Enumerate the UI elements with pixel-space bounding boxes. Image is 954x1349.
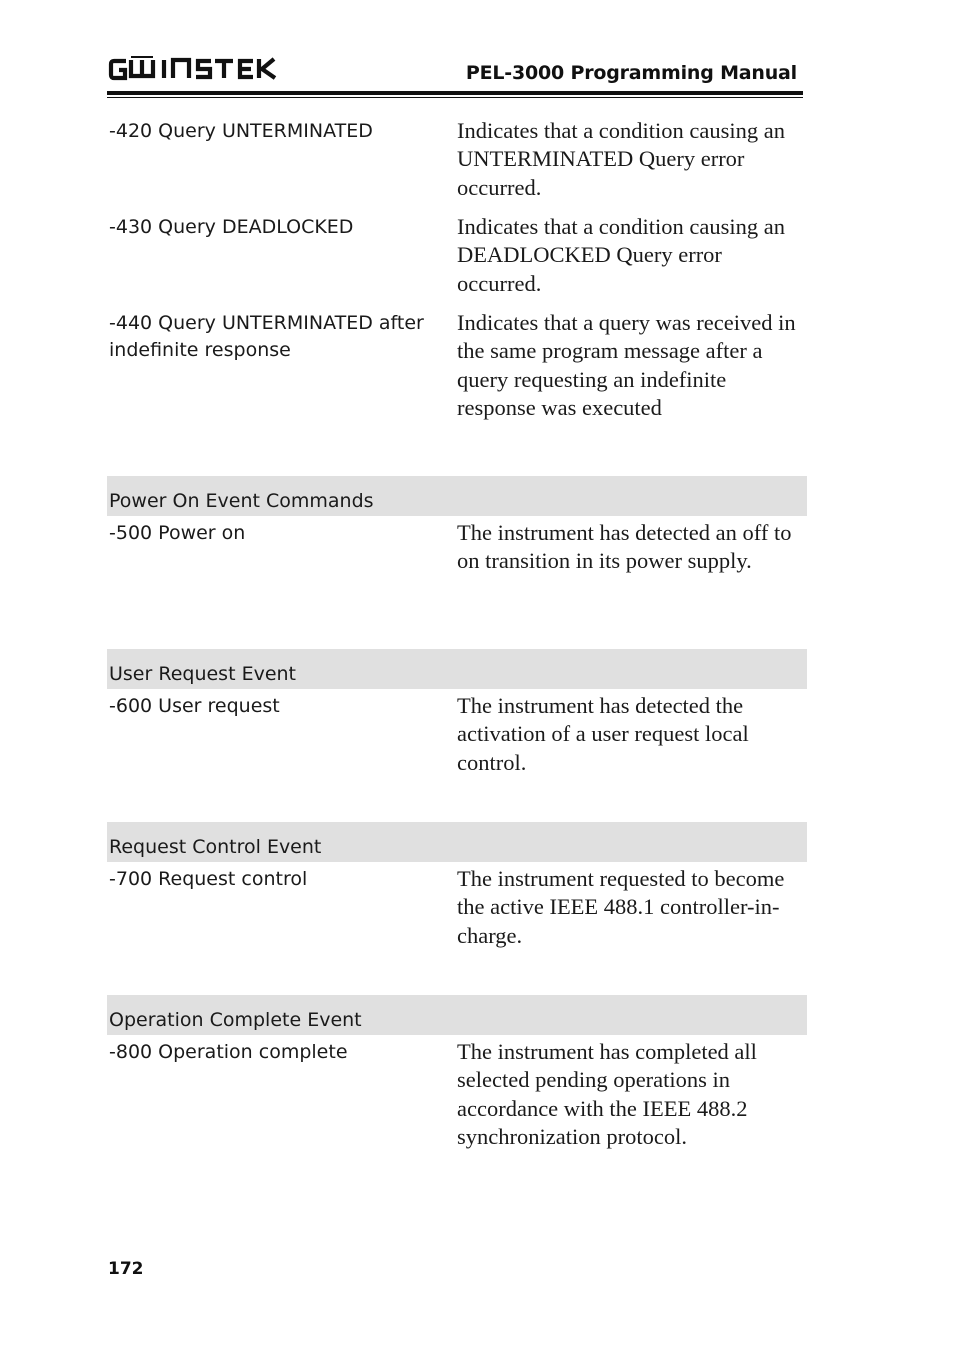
error-description: The instrument has completed all selected pending operations in accordance with the IEEE 488.2 synchronization protocol. [457,1039,757,1149]
logo-icon [107,54,277,84]
error-description: The instrument has detected the activation of a user request local control. [457,693,749,775]
gw-instek-logo [107,54,277,84]
page-number: 172 [108,1259,144,1279]
table-row [107,306,807,476]
error-code-table [107,114,807,1175]
error-code: -600 User request [109,695,280,717]
error-description: Indicates that a condition causing an DEADLOCKED Query error occurred. [457,214,786,296]
section-header-power-on: Power On Event Commands [107,476,807,516]
section-header-user-request: User Request Event [107,649,807,689]
error-description: Indicates that a condition causing an UNTERMINATED Query error occurred. [457,118,786,200]
manual-title: PEL-3000 Programming Manual [465,62,797,84]
table-row [107,1035,807,1175]
page-header [107,52,803,98]
section-header-operation-complete: Operation Complete Event [107,995,807,1035]
error-code: -700 Request control [109,868,308,890]
error-code: -420 Query UNTERMINATED [109,120,373,142]
header-rule-thin [107,97,803,98]
error-code: -800 Operation complete [109,1041,348,1063]
table-row [107,862,807,995]
error-description: The instrument has detected an off to on transition in its power supply. [457,520,792,574]
error-code: -430 Query DEADLOCKED [109,216,354,238]
table-row [107,210,807,306]
table-row [107,114,807,210]
error-code: -500 Power on [109,522,246,544]
error-description: The instrument requested to become the active IEEE 488.1 controller-in-charge. [457,866,785,948]
header-rule-thick [107,91,803,95]
section-header-request-control: Request Control Event [107,822,807,862]
table-row [107,516,807,649]
error-description: Indicates that a query was received in the same program message after a query requesting an indefinite response was executed [457,310,796,420]
error-code: -440 Query UNTERMINATED after indefinite response [109,312,424,361]
table-row [107,689,807,822]
